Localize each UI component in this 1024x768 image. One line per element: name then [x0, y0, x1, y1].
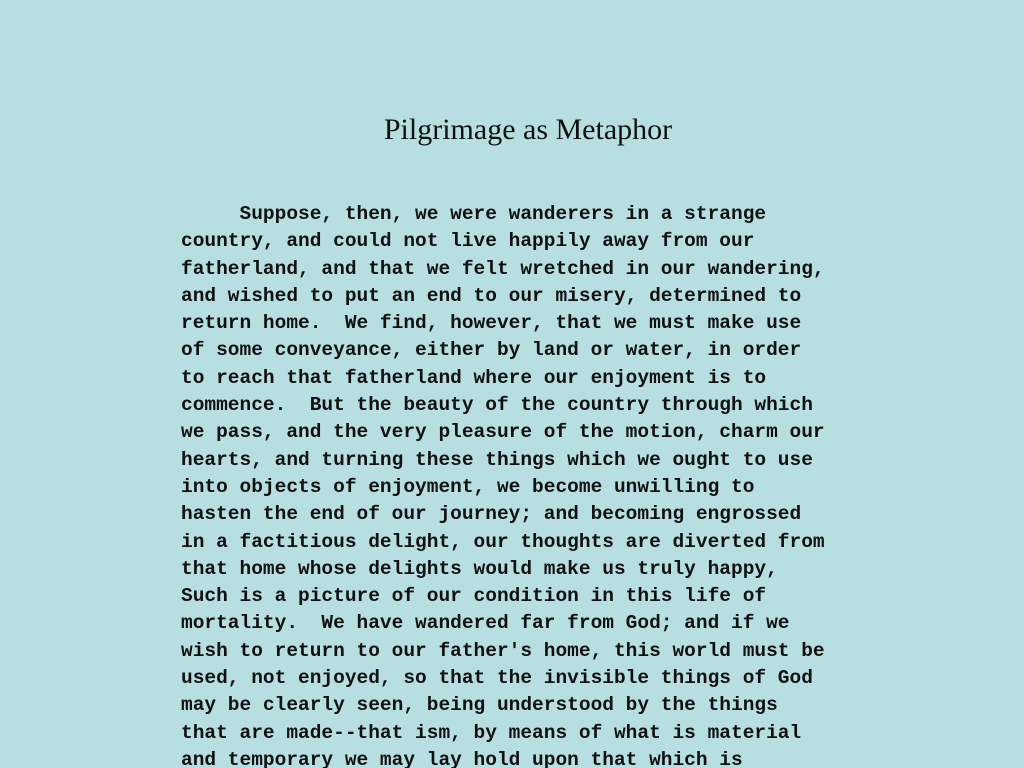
passage-line: country, and could not live happily away from our [181, 230, 755, 253]
passage-line: and wished to put an end to our misery, determined to [181, 284, 802, 307]
slide-title: Pilgrimage as Metaphor [383, 113, 673, 146]
quote-passage [181, 201, 981, 768]
passage-line: and temporary we may lay hold upon that which is [181, 748, 743, 768]
passage-line: we pass, and the very pleasure of the motion, charm our [181, 421, 825, 444]
passage-line: used, not enjoyed, so that the invisible things of God [181, 667, 813, 690]
passage-line: that are made--that ism, by means of what is material [181, 721, 802, 744]
passage-line: hearts, and turning these things which we ought to use [181, 448, 813, 471]
passage-line: in a factitious delight, our thoughts are diverted from [181, 530, 825, 553]
passage-line: fatherland, and that we felt wretched in our wandering, [181, 257, 825, 280]
passage-line: may be clearly seen, being understood by the things [181, 694, 778, 717]
passage-line: commence. But the beauty of the country through which [181, 394, 813, 417]
passage-line: to reach that fatherland where our enjoyment is to [181, 366, 767, 389]
passage-line: return home. We find, however, that we must make use [181, 312, 802, 335]
passage-line: mortality. We have wandered far from God; and if we [181, 612, 790, 635]
passage-line: Such is a picture of our condition in this life of [181, 585, 767, 608]
passage-line: wish to return to our father's home, this world must be [181, 639, 825, 662]
passage-line: Suppose, then, we were wanderers in a strange [181, 203, 767, 225]
passage-line: that home whose delights would make us truly happy, [181, 557, 778, 580]
passage-line: of some conveyance, either by land or water, in order [181, 339, 802, 362]
passage-line: into objects of enjoyment, we become unwilling to [181, 475, 755, 498]
passage-line: hasten the end of our journey; and becoming engrossed [181, 503, 802, 526]
